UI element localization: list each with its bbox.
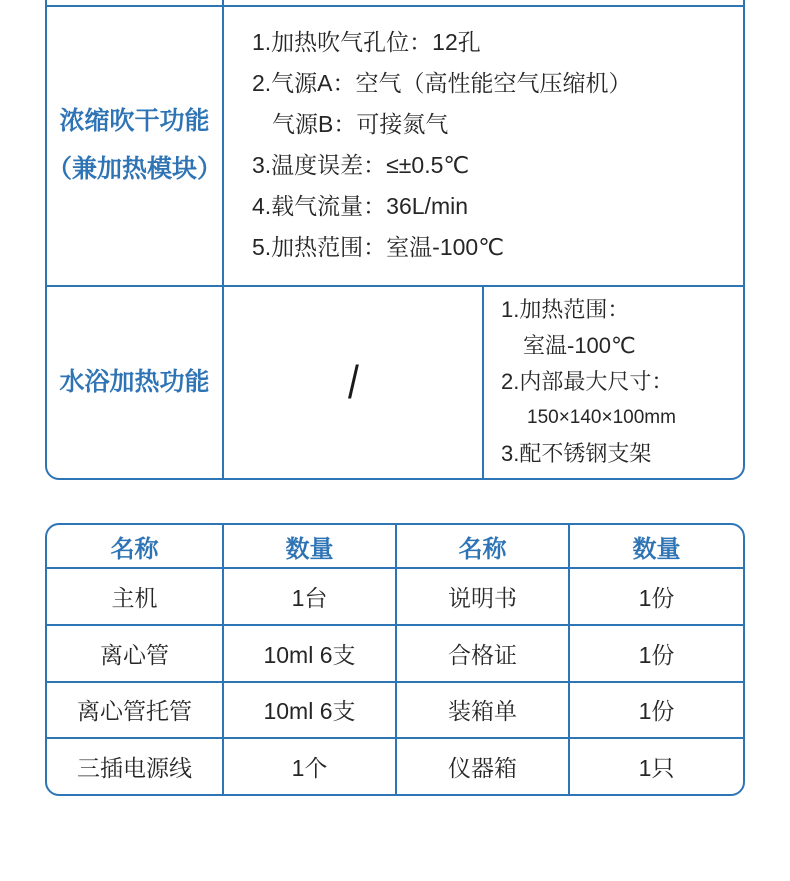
spec-row2-label-cell <box>47 285 222 478</box>
spec-line: 室温-100℃ <box>523 332 636 358</box>
packing-table <box>45 523 745 796</box>
pack-cell: 主机 <box>47 567 222 624</box>
pack-cell: 1份 <box>568 624 743 681</box>
pack-cell: 10ml 6支 <box>222 624 395 681</box>
pack-header-qty-2: 数量 <box>568 525 743 567</box>
spec-line: 150×140×100mm <box>527 406 676 428</box>
pack-cell: 1份 <box>568 681 743 738</box>
pack-cell: 三插电源线 <box>47 737 222 794</box>
pack-cell: 离心管托管 <box>47 681 222 738</box>
pack-cell: 装箱单 <box>395 681 568 738</box>
pack-header-name-2: 名称 <box>395 525 568 567</box>
spec-line: 1.加热范围： <box>501 296 630 322</box>
pack-header-name-1: 名称 <box>110 535 159 563</box>
slash-placeholder: / <box>347 355 359 408</box>
spec-line: 4.载气流量：36L/min <box>252 193 469 219</box>
spec-line: 2.内部最大尺寸： <box>501 368 674 394</box>
spec-row1-label-line1: 浓缩吹干功能 <box>59 107 210 135</box>
spec-row1-content-cell <box>224 5 743 285</box>
spec-row1-label-cell <box>47 5 222 285</box>
pack-cell: 1台 <box>222 567 395 624</box>
spec-row2-label: 水浴加热功能 <box>59 367 210 396</box>
pack-cell: 10ml 6支 <box>222 681 395 738</box>
spec-row2-content-cell <box>484 285 743 478</box>
pack-cell: 1个 <box>222 737 395 794</box>
spec-table <box>45 0 745 480</box>
spec-line: 气源B：可接氮气 <box>272 111 449 137</box>
spec-line: 3.配不锈钢支架 <box>501 440 652 466</box>
spec-line: 2.气源A：空气（高性能空气压缩机） <box>252 70 632 96</box>
pack-cell: 1只 <box>568 737 743 794</box>
spec-line: 3.温度误差：≤±0.5℃ <box>252 152 470 178</box>
spec-line: 1.加热吹气孔位：12孔 <box>252 29 481 55</box>
pack-cell: 离心管 <box>47 624 222 681</box>
pack-cell: 说明书 <box>395 567 568 624</box>
pack-cell: 仪器箱 <box>395 737 568 794</box>
spec-row2-middle-cell <box>224 285 482 478</box>
spec-line: 5.加热范围：室温-100℃ <box>252 234 505 260</box>
pack-cell: 合格证 <box>395 624 568 681</box>
pack-cell: 1份 <box>568 567 743 624</box>
spec-row1-label-line2: （兼加热模块） <box>47 155 223 183</box>
pack-header-qty-1: 数量 <box>222 525 395 567</box>
